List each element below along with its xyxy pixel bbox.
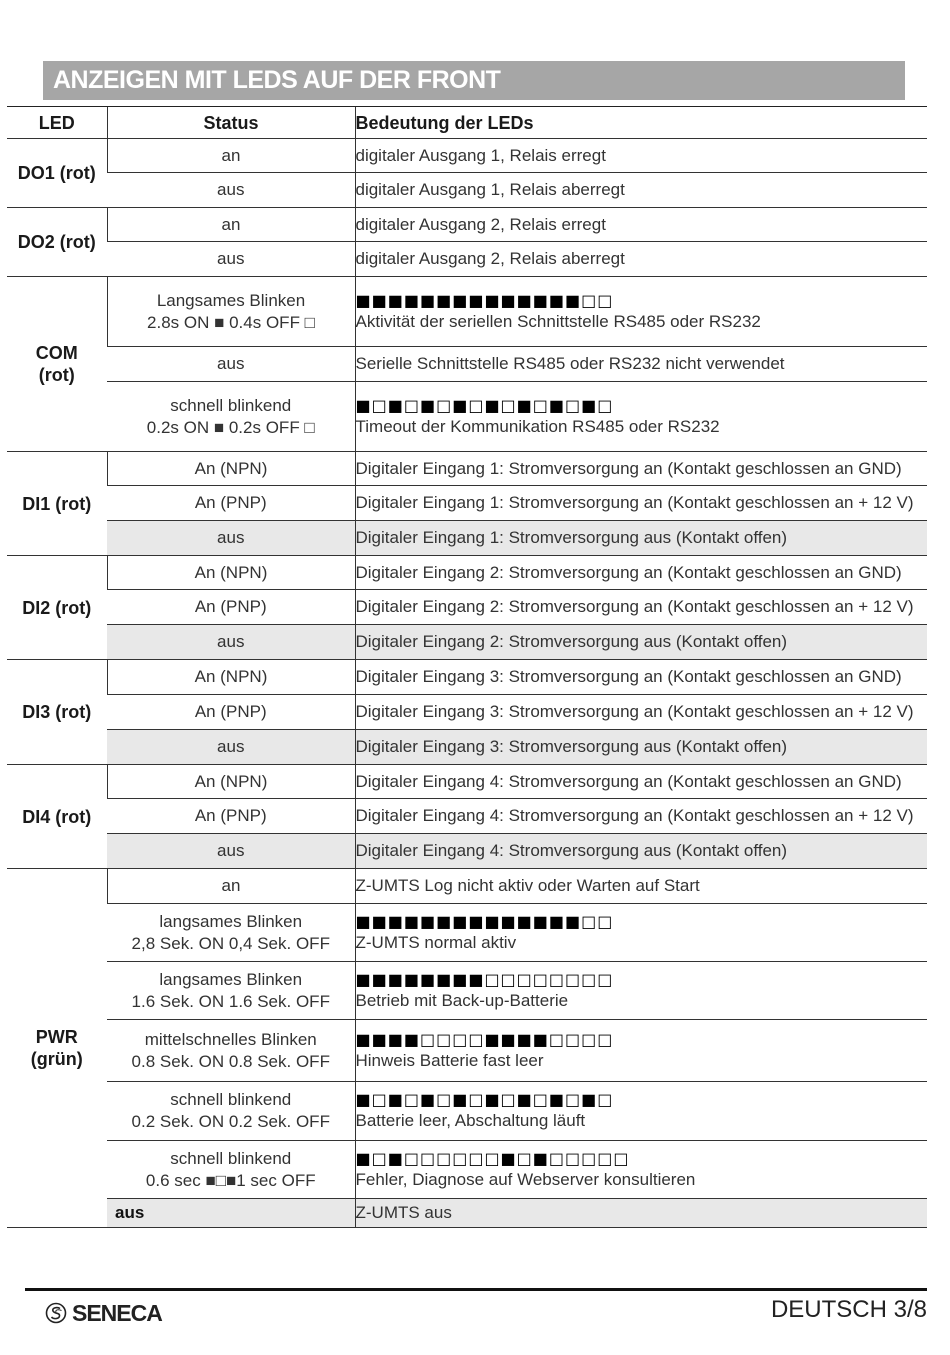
meaning-text: Timeout der Kommunikation RS485 oder RS232 <box>355 416 720 436</box>
table-row <box>7 660 927 695</box>
status-cell <box>107 382 355 452</box>
meaning-text: Aktivität der seriellen Schnittstelle RS485 oder RS232 <box>355 311 761 331</box>
table-row <box>7 173 927 208</box>
table-row <box>7 277 927 347</box>
blink-pattern: ■■■■■■■■■■■■■■□□ <box>355 911 614 931</box>
meaning-cell: digitaler Ausgang 1, Relais aberregt <box>355 173 927 208</box>
footer-rule <box>25 1288 927 1291</box>
table-row <box>7 834 927 869</box>
table-row <box>7 695 927 730</box>
led-name-do1: DO1 (rot) <box>7 139 107 208</box>
status-timing: 0.8 Sek. ON 0.8 Sek. OFF <box>131 1051 330 1071</box>
meaning-cell: Digitaler Eingang 1: Stromversorgung an (Kontakt geschlossen an GND) <box>355 452 927 486</box>
led-name-com <box>7 277 107 452</box>
meaning-cell: Digitaler Eingang 3: Stromversorgung aus (Kontakt offen) <box>355 730 927 765</box>
status-line: langsames Blinken <box>159 969 303 989</box>
meaning-cell: digitaler Ausgang 2, Relais erregt <box>355 208 927 242</box>
status-line: schnell blinkend <box>170 1148 292 1168</box>
status-timing: 2.8s ON ■ 0.4s OFF □ <box>147 312 315 332</box>
table-row <box>7 765 927 799</box>
meaning-cell <box>355 962 927 1020</box>
meaning-cell: Digitaler Eingang 3: Stromversorgung an (Kontakt geschlossen an + 12 V) <box>355 695 927 730</box>
meaning-cell: digitaler Ausgang 1, Relais erregt <box>355 139 927 173</box>
meaning-text: Batterie leer, Abschaltung läuft <box>355 1111 586 1130</box>
table-header-row <box>7 107 927 139</box>
column-header-led: LED <box>7 107 107 139</box>
table-row <box>7 521 927 556</box>
table-row <box>7 1141 927 1199</box>
led-color-line: (rot) <box>38 365 75 385</box>
meaning-cell: Z-UMTS aus <box>355 1199 927 1228</box>
led-name-di2: DI2 (rot) <box>7 556 107 660</box>
status-line: schnell blinkend <box>170 395 292 415</box>
led-name-line: COM <box>35 343 78 363</box>
status-cell <box>107 277 355 347</box>
status-cell: aus <box>107 347 355 382</box>
meaning-cell: Serielle Schnittstelle RS485 oder RS232 nicht verwendet <box>355 347 927 382</box>
status-cell <box>107 1020 355 1082</box>
status-timing: 0.2 Sek. ON 0.2 Sek. OFF <box>131 1112 330 1131</box>
status-cell <box>107 904 355 962</box>
status-cell: An (PNP) <box>107 799 355 834</box>
meaning-text: Fehler, Diagnose auf Webserver konsultieren <box>355 1169 696 1189</box>
status-timing: 0.2s ON ■ 0.2s OFF □ <box>146 417 315 437</box>
status-cell <box>107 1141 355 1199</box>
meaning-cell: Digitaler Eingang 1: Stromversorgung an (Kontakt geschlossen an + 12 V) <box>355 486 927 521</box>
status-cell: An (PNP) <box>107 590 355 625</box>
table-row <box>7 869 927 904</box>
meaning-cell: Digitaler Eingang 2: Stromversorgung an (Kontakt geschlossen an GND) <box>355 556 927 590</box>
status-cell: an <box>107 208 355 242</box>
status-cell: An (NPN) <box>107 765 355 799</box>
table-row <box>7 139 927 173</box>
seneca-logo-icon <box>45 1302 67 1324</box>
status-cell: aus <box>107 834 355 869</box>
status-cell: aus <box>107 173 355 208</box>
led-name-do2: DO2 (rot) <box>7 208 107 277</box>
blink-pattern: ■□■□■□■□■□■□■□■□ <box>355 1090 614 1109</box>
status-timing: 2,8 Sek. ON 0,4 Sek. OFF <box>131 933 330 953</box>
meaning-cell <box>355 1020 927 1082</box>
section-title: ANZEIGEN MIT LEDS AUF DER FRONT <box>43 61 905 100</box>
table-row <box>7 242 927 277</box>
status-cell: aus <box>107 521 355 556</box>
led-name-di3: DI3 (rot) <box>7 660 107 765</box>
meaning-text: Betrieb mit Back-up-Batterie <box>355 990 569 1010</box>
status-cell: An (NPN) <box>107 452 355 486</box>
status-cell: An (PNP) <box>107 486 355 521</box>
meaning-cell: Digitaler Eingang 1: Stromversorgung aus (Kontakt offen) <box>355 521 927 556</box>
table-row <box>7 904 927 962</box>
table-row <box>7 962 927 1020</box>
meaning-text: Hinweis Batterie fast leer <box>355 1050 544 1070</box>
table-row <box>7 556 927 590</box>
table-row <box>7 208 927 242</box>
table-row <box>7 382 927 452</box>
status-line: Langsames Blinken <box>156 290 306 310</box>
status-cell: aus <box>107 242 355 277</box>
table-row <box>7 347 927 382</box>
meaning-text: Z-UMTS normal aktiv <box>355 932 517 952</box>
status-cell: aus <box>107 730 355 765</box>
status-cell <box>107 1082 355 1141</box>
meaning-cell: Digitaler Eingang 2: Stromversorgung aus (Kontakt offen) <box>355 625 927 660</box>
table-row <box>7 486 927 521</box>
brand-logo <box>45 1298 162 1328</box>
led-table <box>7 107 927 1228</box>
led-name-line: PWR <box>35 1027 78 1047</box>
meaning-cell: Digitaler Eingang 2: Stromversorgung an (Kontakt geschlossen an + 12 V) <box>355 590 927 625</box>
meaning-cell <box>355 382 927 452</box>
meaning-cell: Digitaler Eingang 4: Stromversorgung aus (Kontakt offen) <box>355 834 927 869</box>
status-line: schnell blinkend <box>170 1090 292 1109</box>
led-name-pwr <box>7 869 107 1228</box>
led-color-line: (grün) <box>30 1049 83 1069</box>
meaning-cell: Z-UMTS Log nicht aktiv oder Warten auf Start <box>355 869 927 904</box>
status-cell: an <box>107 869 355 904</box>
led-name-di1: DI1 (rot) <box>7 452 107 556</box>
table-row <box>7 1020 927 1082</box>
meaning-cell: Digitaler Eingang 4: Stromversorgung an (Kontakt geschlossen an + 12 V) <box>355 799 927 834</box>
brand-name: SENECA <box>72 1299 162 1326</box>
blink-pattern: ■■■■■■■■□□□□□□□□ <box>355 969 614 989</box>
status-cell: aus <box>107 625 355 660</box>
led-name-di4: DI4 (rot) <box>7 765 107 869</box>
meaning-cell: Digitaler Eingang 3: Stromversorgung an (Kontakt geschlossen an GND) <box>355 660 927 695</box>
table-row <box>7 625 927 660</box>
table-row <box>7 1199 927 1228</box>
table-row <box>7 799 927 834</box>
status-timing: 1.6 Sek. ON 1.6 Sek. OFF <box>131 991 330 1011</box>
blink-pattern: ■■■■■■■■■■■■■■□□ <box>355 290 614 310</box>
status-cell <box>107 962 355 1020</box>
blink-pattern: ■□■□■□■□■□■□■□■□ <box>355 395 614 415</box>
meaning-cell <box>355 1141 927 1199</box>
status-cell: an <box>107 139 355 173</box>
blink-pattern: ■■■■□□□□■■■■□□□□ <box>355 1029 614 1049</box>
status-cell: An (NPN) <box>107 556 355 590</box>
status-cell: An (NPN) <box>107 660 355 695</box>
table-row <box>7 590 927 625</box>
meaning-cell: digitaler Ausgang 2, Relais aberregt <box>355 242 927 277</box>
meaning-cell: Digitaler Eingang 4: Stromversorgung an (Kontakt geschlossen an GND) <box>355 765 927 799</box>
status-cell: An (PNP) <box>107 695 355 730</box>
table-row <box>7 452 927 486</box>
status-cell: aus <box>107 1199 355 1228</box>
table-row <box>7 1082 927 1141</box>
status-line: mittelschnelles Blinken <box>144 1029 317 1049</box>
blink-pattern: ■□■□□□□□□■□■□□□□□ <box>355 1148 630 1168</box>
meaning-cell <box>355 904 927 962</box>
column-header-status: Status <box>107 107 355 139</box>
status-line: langsames Blinken <box>159 911 303 931</box>
meaning-cell <box>355 1082 927 1141</box>
meaning-cell <box>355 277 927 347</box>
table-row <box>7 730 927 765</box>
status-timing: 0.6 sec ■□■1 sec OFF <box>145 1170 316 1190</box>
page-number: DEUTSCH 3/8 <box>770 1296 927 1323</box>
column-header-meaning: Bedeutung der LEDs <box>355 107 927 139</box>
